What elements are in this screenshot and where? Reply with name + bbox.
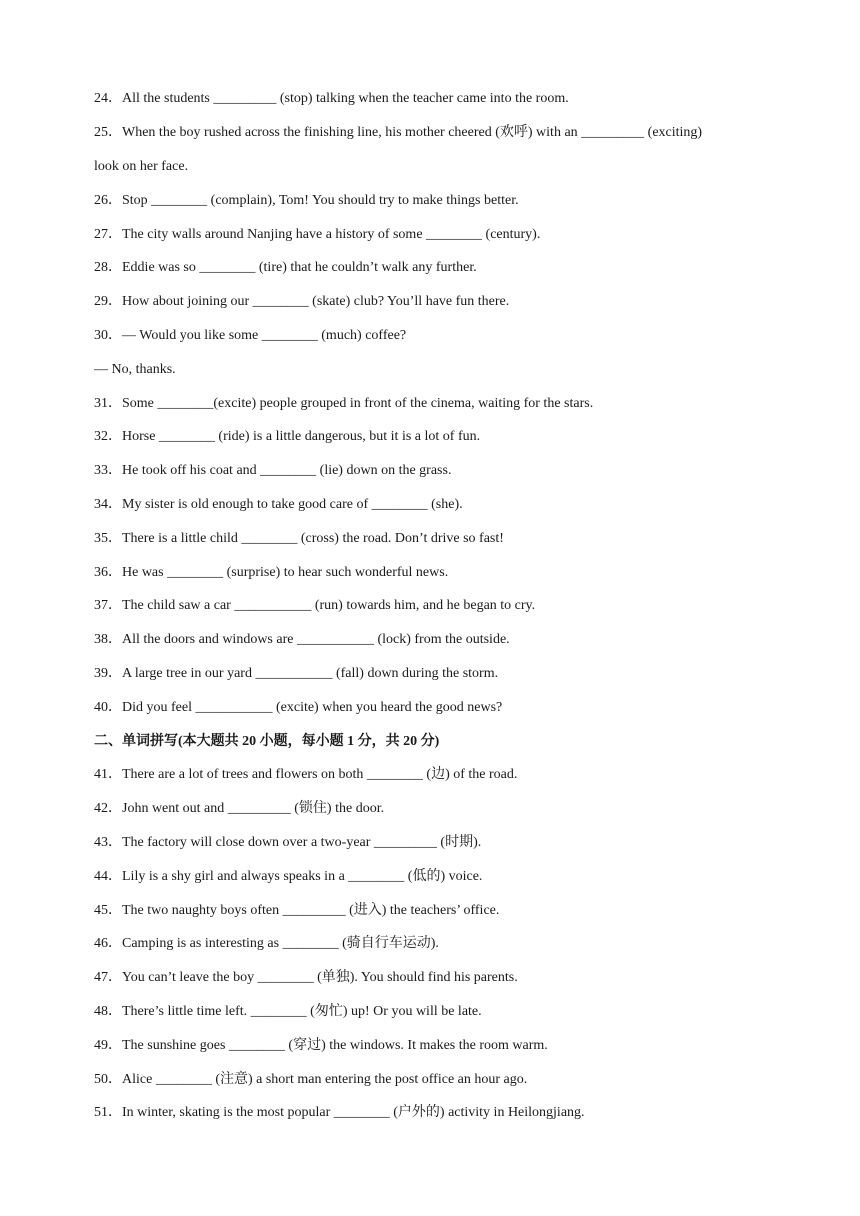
question-42: 42．John went out and _________ (锁住) the door.: [94, 801, 385, 816]
question-49: 49．The sunshine goes ________ (穿过) the windows. It makes the room warm.: [94, 1038, 548, 1053]
question-44: 44．Lily is a shy girl and always speaks in a ________ (低的) voice.: [94, 869, 483, 884]
question-41: 41．There are a lot of trees and flowers on both ________ (边) of the road.: [94, 767, 518, 782]
section-heading: 二、单词拼写(本大题共 20 小题，每小题 1 分，共 20 分): [94, 734, 440, 749]
question-45: 45．The two naughty boys often _________ (进入) the teachers’ office.: [94, 903, 500, 918]
question-25: 25．When the boy rushed across the finishing line, his mother cheered (欢呼) with an _________ (exciting): [94, 125, 703, 140]
question-50: 50．Alice ________ (注意) a short man entering the post office an hour ago.: [94, 1072, 528, 1087]
question-51: 51．In winter, skating is the most popular ________ (户外的) activity in Heilongjiang.: [94, 1105, 585, 1120]
question-46: 46．Camping is as interesting as ________ (骑自行车运动).: [94, 936, 439, 951]
question-48: 48．There’s little time left. ________ (匆忙) up! Or you will be late.: [94, 1004, 482, 1019]
question-32: 32．Horse ________ (ride) is a little dangerous, but it is a lot of fun.: [94, 429, 481, 444]
question-34: 34．My sister is old enough to take good care of ________ (she).: [94, 497, 463, 512]
question-37: 37．The child saw a car ___________ (run) towards him, and he began to cry.: [94, 598, 536, 613]
question-35: 35．There is a little child ________ (cross) the road. Don’t drive so fast!: [94, 531, 504, 546]
question-29: 29．How about joining our ________ (skate) club? You’ll have fun there.: [94, 294, 510, 309]
question-28: 28．Eddie was so ________ (tire) that he couldn’t walk any further.: [94, 260, 477, 275]
question-30: 30．— Would you like some ________ (much) coffee?: [94, 328, 407, 343]
question-33: 33．He took off his coat and ________ (lie) down on the grass.: [94, 463, 452, 478]
question-27: 27．The city walls around Nanjing have a history of some ________ (century).: [94, 227, 541, 242]
question-36: 36．He was ________ (surprise) to hear such wonderful news.: [94, 565, 449, 580]
question-31: 31．Some ________(excite) people grouped in front of the cinema, waiting for the stars.: [94, 396, 594, 411]
question-26: 26．Stop ________ (complain), Tom! You should try to make things better.: [94, 193, 519, 208]
question-47: 47．You can’t leave the boy ________ (单独). You should find his parents.: [94, 970, 518, 985]
question-30-answer: — No, thanks.: [94, 362, 176, 377]
question-40: 40．Did you feel ___________ (excite) when you heard the good news?: [94, 700, 503, 715]
question-24: 24．All the students _________ (stop) talking when the teacher came into the room.: [94, 91, 569, 106]
question-25-continuation: look on her face.: [94, 159, 189, 174]
question-38: 38．All the doors and windows are ___________ (lock) from the outside.: [94, 632, 510, 647]
question-39: 39．A large tree in our yard ___________ (fall) down during the storm.: [94, 666, 499, 681]
question-43: 43．The factory will close down over a two-year _________ (时期).: [94, 835, 482, 850]
